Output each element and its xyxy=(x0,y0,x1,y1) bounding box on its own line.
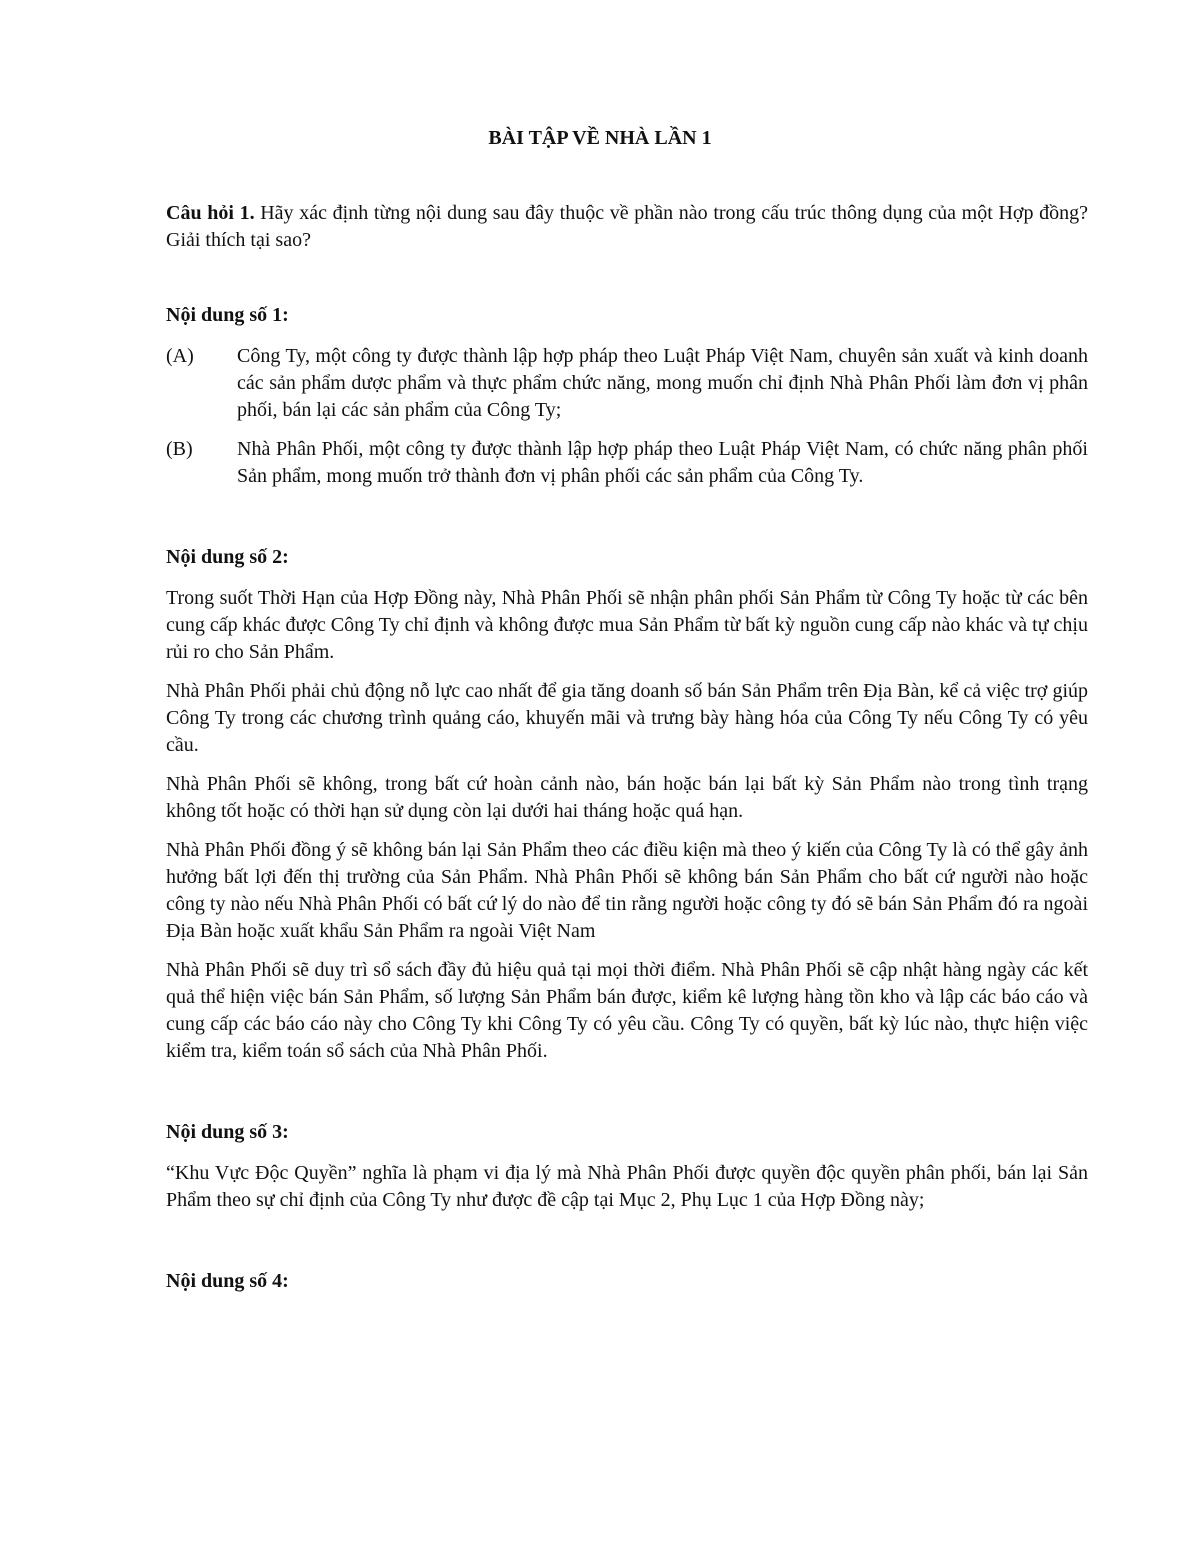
section-1-heading: Nội dung số 1: xyxy=(166,304,289,326)
paragraph: “Khu Vực Độc Quyền” nghĩa là phạm vi địa lý mà Nhà Phân Phối được quyền độc quyền phân phối, bán lại Sản Phẩm theo sự chỉ định của Công Ty như được đề cập tại Mục 2, Phụ Lục 1 của Hợp Đồng này; xyxy=(166,1162,1088,1211)
section-3-heading: Nội dung số 3: xyxy=(166,1121,289,1143)
item-text: Công Ty, một công ty được thành lập hợp pháp theo Luật Pháp Việt Nam, chuyên sản xuất và kinh doanh các sản phẩm dược phẩm và thực phẩm chức năng, mong muốn chỉ định Nhà Phân Phối làm đơn vị phân phối, bán lại các sản phẩm của Công Ty; xyxy=(237,345,1088,421)
question-1 xyxy=(166,200,1088,254)
item-label: (B) xyxy=(166,438,193,460)
document-title: BÀI TẬP VỀ NHÀ LẦN 1 xyxy=(488,127,712,149)
item-label: (A) xyxy=(166,345,194,367)
paragraph: Nhà Phân Phối sẽ duy trì sổ sách đầy đủ hiệu quả tại mọi thời điểm. Nhà Phân Phối sẽ cập nhật hàng ngày các kết quả thể hiện việc bán Sản Phẩm, số lượng Sản Phẩm bán được, kiểm kê lượng hàng tồn kho và lập các báo cáo và cung cấp các báo cáo này cho Công Ty khi Công Ty có yêu cầu. Công Ty có quyền, bất kỳ lúc nào, thực hiện việc kiểm tra, kiểm toán sổ sách của Nhà Phân Phối. xyxy=(166,959,1088,1062)
section-2-heading: Nội dung số 2: xyxy=(166,546,289,568)
list-item xyxy=(166,436,1088,490)
section-4-heading: Nội dung số 4: xyxy=(166,1270,289,1292)
item-text: Nhà Phân Phối, một công ty được thành lập hợp pháp theo Luật Pháp Việt Nam, có chức năng phân phối Sản phẩm, mong muốn trở thành đơn vị phân phối các sản phẩm của Công Ty. xyxy=(237,438,1088,487)
paragraph: Nhà Phân Phối đồng ý sẽ không bán lại Sản Phẩm theo các điều kiện mà theo ý kiến của Công Ty là có thể gây ảnh hưởng bất lợi đến thị trường của Sản Phẩm. Nhà Phân Phối sẽ không bán Sản Phẩm cho bất cứ người nào hoặc công ty nào nếu Nhà Phân Phối có bất cứ lý do nào để tin rằng người hoặc công ty đó sẽ bán Sản Phẩm đó ra ngoài Địa Bàn hoặc xuất khẩu Sản Phẩm ra ngoài Việt Nam xyxy=(166,839,1088,942)
paragraph: Trong suốt Thời Hạn của Hợp Đồng này, Nhà Phân Phối sẽ nhận phân phối Sản Phẩm từ Công Ty hoặc từ các bên cung cấp khác được Công Ty chỉ định và không được mua Sản Phẩm từ bất kỳ nguồn cung cấp nào khác và tự chịu rủi ro cho Sản Phẩm. xyxy=(166,587,1088,663)
document-body xyxy=(166,200,1088,1309)
question-label: Câu hỏi 1. xyxy=(166,202,255,224)
question-text: Hãy xác định từng nội dung sau đây thuộc về phần nào trong cấu trúc thông dụng của một Hợp đồng? Giải thích tại sao? xyxy=(166,202,1089,251)
paragraph: Nhà Phân Phối sẽ không, trong bất cứ hoàn cảnh nào, bán hoặc bán lại bất kỳ Sản Phẩm nào trong tình trạng không tốt hoặc có thời hạn sử dụng còn lại dưới hai tháng hoặc quá hạn. xyxy=(166,773,1088,822)
list-item xyxy=(166,343,1088,424)
paragraph: Nhà Phân Phối phải chủ động nỗ lực cao nhất để gia tăng doanh số bán Sản Phẩm trên Địa Bàn, kể cả việc trợ giúp Công Ty trong các chương trình quảng cáo, khuyến mãi và trưng bày hàng hóa của Công Ty nếu Công Ty có yêu cầu. xyxy=(166,680,1088,756)
